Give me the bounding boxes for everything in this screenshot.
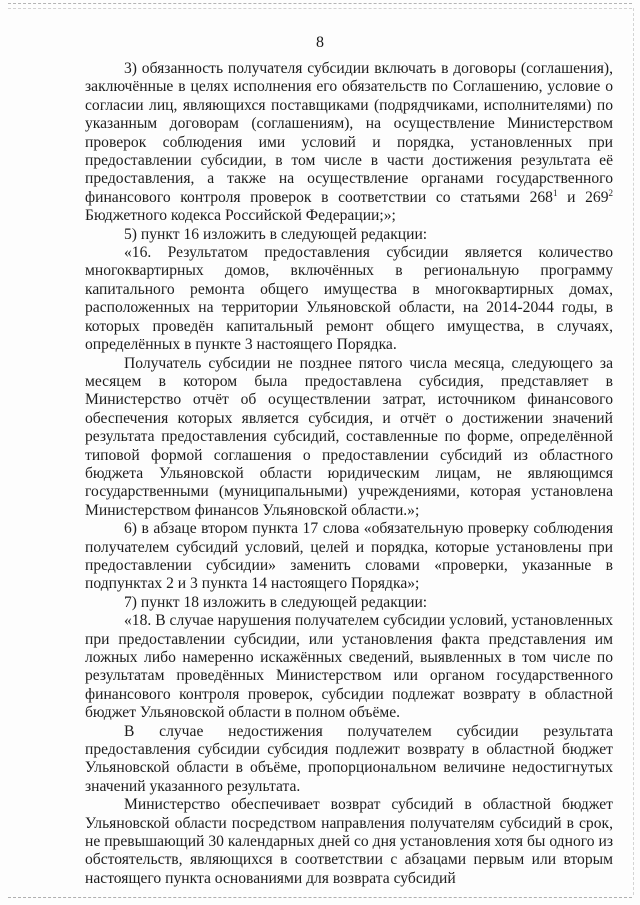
footnote-mark-1: 1 <box>552 187 558 198</box>
paragraph-clause-18-return: Министерство обеспечивает возврат субсидий в областной бюджет Ульяновской области посредством направления получателям субсидий в срок, не превышающий 30 календарных дней со дня установления хотя бы одного из обстоятельств, являющихся в соответствии с абзацами первым или вторым настоящего пункта основаниями для возврата субсидий <box>85 796 613 887</box>
scan-border-top-inner <box>8 8 632 9</box>
scan-border-right <box>633 8 634 895</box>
paragraph-item-3-mid: и 269 <box>557 188 609 206</box>
paragraph-item-3 <box>85 60 613 226</box>
paragraph-clause-18-result: В случае недостижения получателем субсидии результата предоставления субсидии субсидия подлежит возврату в областной бюджет Ульяновской области в объёме, пропорциональном величине недостигнутых значений указанного результата. <box>85 722 613 795</box>
paragraph-clause-16: «16. Результатом предоставления субсидии является количество многоквартирных домов, включённых в региональную программу капитального ремонта общего имущества в многоквартирных домах, расположенных на территории Ульяновской области, на 2014-2044 годы, в которых проведён капитальный ремонт общего имущества, в случаях, определённых в пункте 3 настоящего Порядка. <box>85 244 613 354</box>
scan-border-bottom <box>8 897 632 898</box>
scan-border-top <box>8 3 632 4</box>
paragraph-clause-18: «18. В случае нарушения получателем субсидии условий, установленных при предоставлении субсидии, или установления факта представления им ложных либо намеренно искажённых сведений, выявленных в том числе по результатам проведённых Министерством или органом государственного финансового контроля проверок, субсидии подлежат возврату в областной бюджет Ульяновской области в полном объёме. <box>85 612 613 722</box>
paragraph-item-3-end: Бюджетного кодекса Российской Федерации;»; <box>85 207 396 225</box>
document-body <box>85 60 613 888</box>
paragraph-item-3-text: 3) обязанность получателя субсидии включать в договоры (соглашения), заключённые в целях исполнения его обязательств по Соглашению, условие о согласии лиц, являющихся поставщиками (подрядчиками, исполнителями) по указанным договорам (соглашениям), на осуществление Министерством проверок соблюдения ими условий и порядка, установленных при предоставлении субсидии, в том числе в части достижения результата её предоставления, а также на осуществление органами государственного финансового контроля проверок в соответствии со статьями 268 <box>85 60 613 206</box>
page-number: 8 <box>316 34 324 51</box>
footnote-mark-2: 2 <box>608 187 613 198</box>
paragraph-item-6: 6) в абзаце втором пункта 17 слова «обязательную проверку соблюдения получателем субсидий условий, целей и порядка, которые установлены при предоставлении субсидии» заменить словами «проверки, указанные в подпунктах 2 и 3 пункта 14 настоящего Порядка»; <box>85 520 613 593</box>
paragraph-item-7: 7) пункт 18 изложить в следующей редакции: <box>124 593 428 611</box>
paragraph-clause-16-report: Получатель субсидии не позднее пятого числа месяца, следующего за месяцем в котором была предоставлена субсидия, представляет в Министерство отчёт об осуществлении затрат, источником финансового обеспечения которых является субсидия, и отчёт о достижении значений результата предоставления субсидий, составленные по форме, определённой типовой формой соглашения о предоставлении субсидий из областного бюджета Ульяновской области юридическим лицам, не являющимся государственными (муниципальными) учреждениями, которая установлена Министерством финансов Ульяновской области.»; <box>85 354 613 519</box>
paragraph-item-5: 5) пункт 16 изложить в следующей редакции: <box>124 225 428 243</box>
